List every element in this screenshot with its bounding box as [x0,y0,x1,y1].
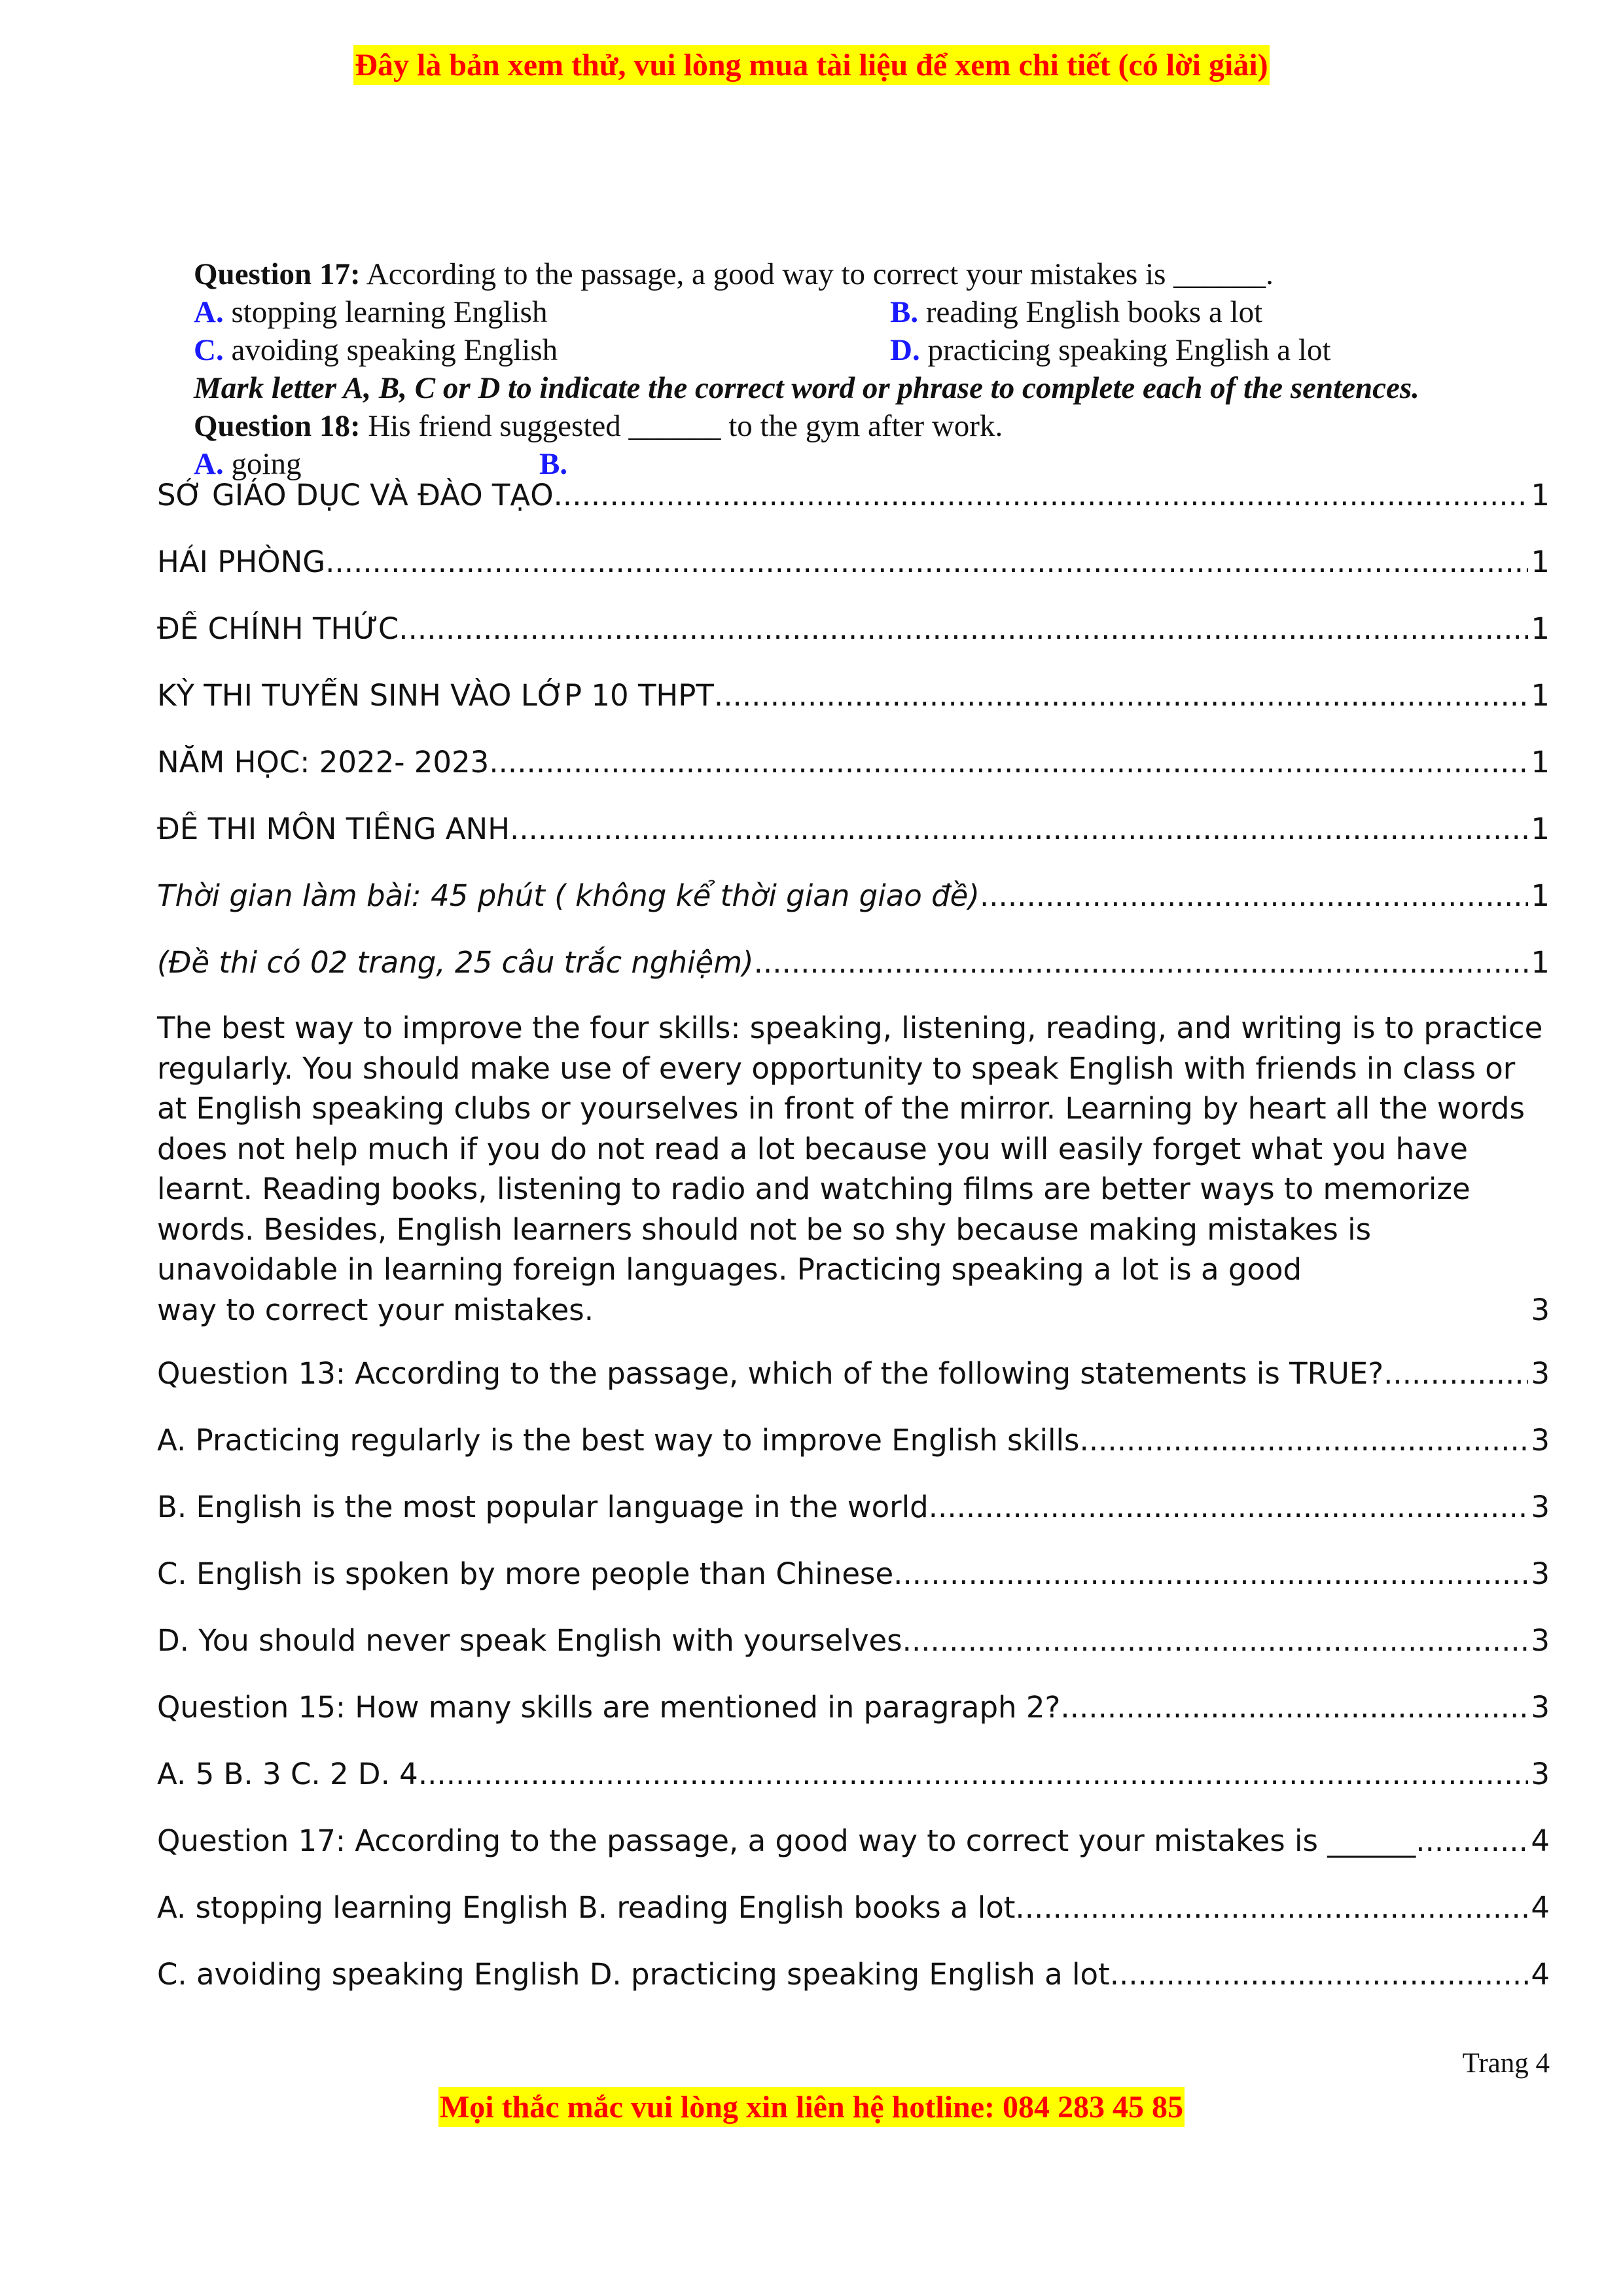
passage-last-line: way to correct your mistakes. [157,1292,594,1327]
toc-entry-title: Question 13: According to the passage, which of the following statements is TRUE? [157,1356,1384,1391]
toc-page-number: 1 [1531,545,1550,579]
option-b [890,295,1262,330]
toc-entry-title: ĐỀ THI MÔN TIẾNG ANH [157,812,510,846]
question-18 [194,408,1003,444]
question-17-label: Question 17: [194,257,361,291]
toc-entry[interactable] [157,1356,1550,1395]
option-text: stopping learning English [231,295,548,329]
toc-entry-title: C. English is spoken by more people than Chinese. [157,1556,903,1591]
option-b [539,446,567,482]
toc-entry-title: A. 5 B. 3 C. 2 D. 4 [157,1757,418,1791]
toc-entry[interactable] [157,878,1550,918]
toc-entry-title: C. avoiding speaking English D. practicing speaking English a lot [157,1957,1110,1992]
toc-entry-title: SỞ GIÁO DỤC VÀ ĐÀO TẠO [157,478,554,512]
toc-entry-title: D. You should never speak English with yourselves. [157,1623,912,1658]
question-18-text: His friend suggested ______ to the gym after work. [368,409,1003,443]
toc-entry-title: A. stopping learning English B. reading English books a lot [157,1890,1016,1925]
toc-entry-title: KỲ THI TUYỂN SINH VÀO LỚP 10 THPT [157,678,714,713]
toc-entry[interactable] [157,545,1550,584]
toc-page-number: 3 [1531,1356,1550,1391]
instruction: Mark letter A, B, C or D to indicate the correct word or phrase to complete each of the sentences. [194,371,1419,405]
toc-leader [754,945,1529,980]
toc-leader [399,611,1528,646]
toc-leader [1089,1423,1529,1458]
toc-entry-title: Thời gian làm bài: 45 phút ( không kể thời gian giao đề) [157,878,980,913]
toc-page-number: 3 [1531,1623,1550,1658]
option-text: avoiding speaking English [231,333,558,367]
toc-entry-title: B. English is the most popular language in the world. [157,1490,938,1524]
toc-leader [938,1490,1528,1524]
option-letter: A. [194,295,224,329]
toc-entry[interactable] [157,1690,1550,1729]
toc-leader [510,812,1528,846]
toc-leader [554,478,1529,512]
toc-page-number: 1 [1531,678,1550,713]
toc-entry[interactable] [157,945,1550,984]
preview-banner [0,50,1623,81]
toc-entry-passage[interactable] [157,1008,1550,1330]
toc-leader [1060,1690,1528,1725]
toc-leader [714,678,1528,713]
toc-leader [1110,1957,1529,1992]
page-number: Trang 4 [1462,2048,1550,2079]
option-letter: D. [890,333,920,367]
toc-entry[interactable] [157,1757,1550,1796]
toc-entry-title: HẢI PHÒNG [157,545,326,579]
toc-leader [325,545,1528,579]
toc-entry-title: NĂM HỌC: 2022- 2023 [157,745,490,780]
question-18-options [194,446,568,482]
option-text: reading English books a lot [925,295,1263,329]
toc-page-number: 3 [1531,1490,1550,1524]
toc-entry-title: A. Practicing regularly is the best way to improve English skills. [157,1423,1089,1458]
toc-leader [489,745,1528,780]
toc-leader [1383,1356,1528,1391]
toc-entry-title: Question 17: According to the passage, a good way to correct your mistakes is ______. [157,1823,1425,1858]
toc-page-number: 1 [1531,611,1550,646]
toc-entry[interactable] [157,1890,1550,1929]
option-text: going [231,447,302,481]
question-17-options-row-2 [194,332,1331,368]
option-letter: C. [194,333,224,367]
preview-banner-text: Đây là bản xem thử, vui lòng mua tài liệu để xem chi tiết (có lời giải) [353,45,1269,85]
toc-leader [980,878,1528,913]
question-17 [194,257,1274,292]
option-text: practicing speaking English a lot [927,333,1331,367]
toc-entry-title: ĐỀ CHÍNH THỨC [157,611,399,646]
toc-entry[interactable] [157,1957,1550,1996]
toc-page-number: 3 [1531,1690,1550,1725]
toc-leader [418,1757,1529,1791]
toc-entry[interactable] [157,478,1550,517]
toc-entry[interactable] [157,745,1550,784]
toc-page-number: 1 [1531,812,1550,846]
toc-page-number: 3 [1531,1556,1550,1591]
toc-entry[interactable] [157,812,1550,851]
toc-page-number: 1 [1531,745,1550,780]
toc-page-number: 3 [1531,1757,1550,1791]
toc-page-number: 4 [1531,1957,1550,1992]
passage-text: The best way to improve the four skills: speaking, listening, reading, and writing is to practice regularly. You should make use of every opportunity to speak English with friends in class or at English speaking clubs or yourselves in front of the mirror. Learning by heart all the words does not help much if you do not read a lot because you will easily forget what you have learnt. Reading books, listening to radio and watching films are better ways to memorize words. Besides, English learners should not be so shy because making mistakes is unavoidable in learning foreign languages. Practicing speaking a lot is a good [157,1011,1543,1287]
toc-page-number: 3 [1531,1292,1550,1327]
toc-leader [902,1556,1528,1591]
question-18-label: Question 18: [194,409,361,443]
toc-entry[interactable] [157,1823,1550,1863]
question-17-options-row-1 [194,295,1263,330]
toc-page-number: 4 [1531,1890,1550,1925]
toc-entry[interactable] [157,678,1550,717]
toc-entry[interactable] [157,1556,1550,1596]
toc-page-number: 4 [1531,1823,1550,1858]
option-letter: B. [890,295,919,329]
question-17-text: According to the passage, a good way to correct your mistakes is ______. [366,257,1274,291]
toc-entry[interactable] [157,1623,1550,1662]
toc-entry-title: (Đề thi có 02 trang, 25 câu trắc nghiệm) [157,945,754,980]
toc-leader [912,1623,1528,1658]
toc-page-number: 1 [1531,478,1550,512]
option-d [890,332,1331,368]
toc-page-number: 3 [1531,1423,1550,1458]
toc-page-number: 1 [1531,945,1550,980]
toc-leader [1425,1823,1529,1858]
option-letter: A. [194,447,224,481]
hotline-banner-text: Mọi thắc mắc vui lòng xin liên hệ hotline: 084 283 45 85 [438,2087,1185,2127]
toc-entry-title: Question 15: How many skills are mentioned in paragraph 2? [157,1690,1061,1725]
toc-entry[interactable] [157,1423,1550,1462]
toc-entry[interactable] [157,611,1550,651]
hotline-banner [0,2092,1623,2123]
toc-entry[interactable] [157,1490,1550,1529]
toc-leader [1015,1890,1528,1925]
toc-page-number: 1 [1531,878,1550,913]
option-letter: B. [539,447,568,481]
